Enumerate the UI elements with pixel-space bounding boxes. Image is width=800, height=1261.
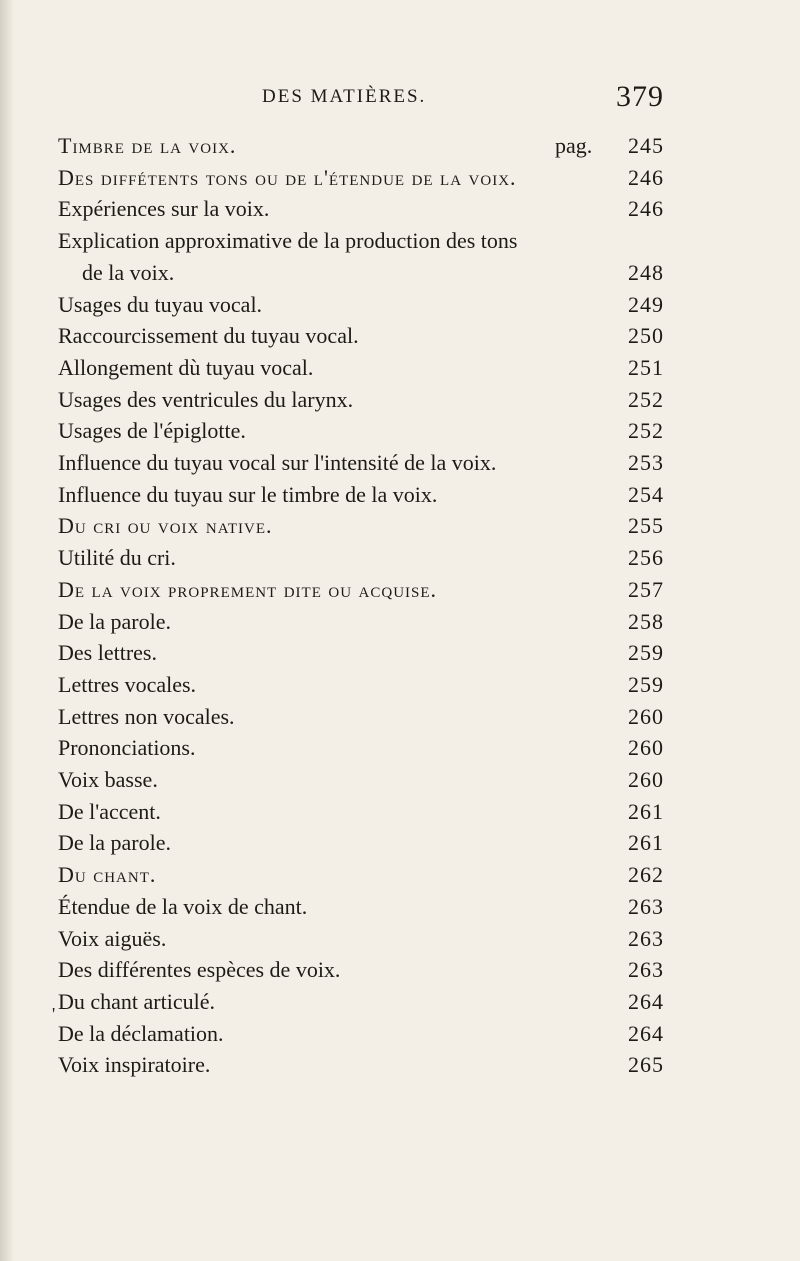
toc-entry-title: De l'accent. — [58, 798, 161, 824]
toc-entry — [0, 734, 800, 762]
toc-entry-title: Du chant. — [58, 862, 157, 888]
toc-entry-title: Explication approximative de la production des tons — [58, 228, 518, 254]
toc-entry-page: 246 — [628, 196, 664, 222]
toc-entry-title: Timbre de la voix. — [58, 133, 237, 158]
toc-entry-title: De la voix proprement dite ou acquise. — [58, 576, 438, 602]
toc-entry-title: Influence du tuyau sur le timbre de la voix. — [58, 481, 438, 507]
toc-entry — [0, 925, 800, 953]
toc-entry — [0, 1051, 800, 1079]
toc-entry-title: Utilité du cri. — [58, 545, 176, 571]
toc-entry-page: 245 — [628, 133, 664, 158]
toc-entry-page: 251 — [628, 354, 664, 380]
toc-entry-title: Raccourcissement du tuyau vocal. — [58, 323, 359, 349]
toc-entry-title: De la parole. — [58, 608, 171, 634]
toc-entry-page: 260 — [628, 767, 664, 792]
toc-entry-page: 255 — [628, 513, 664, 539]
toc-entry — [0, 544, 800, 572]
toc-entry — [0, 893, 800, 921]
toc-entry — [0, 956, 800, 984]
toc-entry — [0, 512, 800, 540]
toc-entry-page: 249 — [628, 291, 664, 317]
toc-entry — [0, 386, 800, 414]
toc-entry-page: 264 — [628, 1020, 664, 1046]
toc-entry-title: Du cri ou voix native. — [58, 513, 273, 539]
toc-entry-title: Usages du tuyau vocal. — [58, 291, 263, 317]
toc-entry — [0, 608, 800, 636]
toc-entry-title: Influence du tuyau vocal sur l'intensité de la voix. — [58, 450, 497, 475]
toc-entry-page: 246 — [628, 164, 664, 190]
toc-entry-title: Allongement dù tuyau vocal. — [58, 354, 314, 380]
toc-entry-title: Des lettres. — [58, 640, 157, 666]
toc-entry — [0, 639, 800, 667]
toc-entry-page: 250 — [628, 323, 664, 349]
toc-entry-page: 263 — [628, 957, 664, 983]
toc-entry-title: de la voix. — [82, 259, 175, 285]
running-title: DES MATIÈRES. — [262, 86, 427, 107]
toc-entry — [0, 766, 800, 794]
toc-entry — [0, 227, 800, 255]
toc-entry-page: 264 — [628, 988, 664, 1014]
toc-entry-title: Étendue de la voix de chant. — [58, 893, 308, 919]
toc-entry — [0, 798, 800, 826]
toc-entry — [0, 322, 800, 350]
toc-entry-page: 263 — [628, 893, 664, 919]
toc-entry — [0, 291, 800, 319]
toc-entry-page: 259 — [628, 640, 664, 666]
toc-entry-page: 253 — [628, 450, 664, 475]
toc-entry-title: Des diffétents tons ou de l'étendue de la voix. — [58, 164, 517, 190]
toc-entry — [0, 703, 800, 731]
toc-entry — [0, 195, 800, 223]
toc-entry-page: 248 — [628, 259, 664, 285]
toc-entry — [0, 259, 800, 287]
toc-entry-title: Expériences sur la voix. — [58, 196, 270, 222]
toc-entry — [0, 1020, 800, 1048]
toc-entry-page: 260 — [628, 703, 664, 729]
toc-entry-title: Lettres vocales. — [58, 671, 197, 697]
toc-entry-page: 252 — [628, 418, 664, 444]
toc-entry-page: 261 — [628, 798, 664, 824]
toc-entry — [0, 988, 800, 1016]
toc-entry-title: Du chant articulé. — [58, 988, 215, 1014]
toc-entry-title: Usages des ventricules du larynx. — [58, 386, 354, 412]
toc-entry — [0, 829, 800, 857]
page-number: 379 — [616, 80, 664, 113]
toc-entry — [0, 481, 800, 509]
toc-entry — [0, 861, 800, 889]
toc-entry-page: 265 — [628, 1052, 664, 1078]
toc-entry-title: Des différentes espèces de voix. — [58, 957, 341, 983]
toc-entry-page: 259 — [628, 671, 664, 697]
toc-entry-title: Lettres non vocales. — [58, 703, 235, 729]
toc-entry-page: 254 — [628, 481, 664, 507]
toc-entry-page: 258 — [628, 608, 664, 634]
toc-entry-title: De la parole. — [58, 830, 171, 856]
toc-entry-page: 262 — [628, 862, 664, 888]
toc-entry — [0, 132, 800, 160]
toc-entry — [0, 449, 800, 477]
toc-entry — [0, 354, 800, 382]
toc-entry-page: 261 — [628, 830, 664, 856]
toc-entry-title: Voix basse. — [58, 767, 158, 792]
toc-entry-title: Voix inspiratoire. — [58, 1052, 211, 1078]
toc-entry — [0, 671, 800, 699]
toc-entry-page: 263 — [628, 925, 664, 951]
toc-entry-page: 257 — [628, 576, 664, 602]
toc-entry — [0, 576, 800, 604]
stray-mark: ' — [52, 1004, 56, 1024]
pag-label: pag. — [555, 133, 593, 158]
running-head — [0, 80, 800, 126]
toc-entry-title: De la déclamation. — [58, 1020, 224, 1046]
toc-entry — [0, 417, 800, 445]
toc-entry-title: Voix aiguës. — [58, 925, 167, 951]
toc-entry-page: 260 — [628, 735, 664, 761]
toc-entry — [0, 164, 800, 192]
toc-entry-page: 256 — [628, 545, 664, 571]
toc-entry-title: Prononciations. — [58, 735, 196, 761]
toc-entry-page: 252 — [628, 386, 664, 412]
toc-entry-title: Usages de l'épiglotte. — [58, 418, 246, 444]
